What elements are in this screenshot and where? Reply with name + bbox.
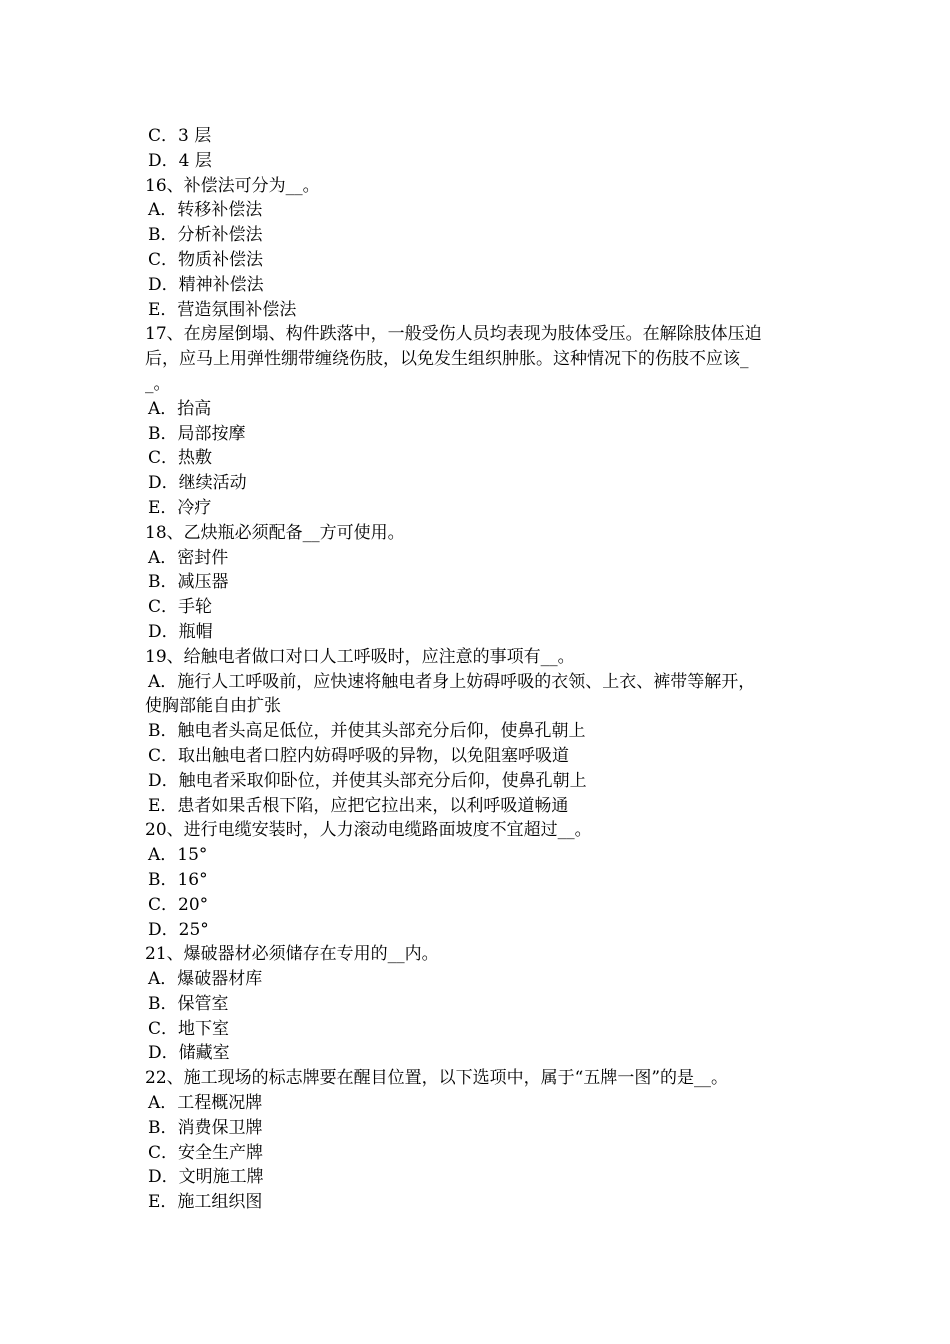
option-line: C．20° — [148, 894, 209, 915]
option-line: E．冷疗 — [148, 497, 212, 518]
question-line: 19、给触电者做口对口人工呼吸时，应注意的事项有__。 — [145, 646, 575, 667]
question-line: 18、乙炔瓶必须配备__方可使用。 — [145, 522, 405, 543]
option-line: A．施行人工呼吸前，应快速将触电者身上妨碍呼吸的衣领、上衣、裤带等解开， — [148, 671, 756, 692]
option-line: A．工程概况牌 — [148, 1093, 263, 1114]
option-line: C．热敷 — [148, 448, 213, 469]
question-line: _。 — [145, 373, 171, 394]
option-line: B．消费保卫牌 — [148, 1117, 263, 1138]
option-line: B．触电者头高足低位，并使其头部充分后仰，使鼻孔朝上 — [148, 721, 586, 742]
option-line: A．转移补偿法 — [148, 200, 263, 221]
option-line: C．安全生产牌 — [148, 1142, 264, 1163]
option-line: D．触电者采取仰卧位，并使其头部充分后仰，使鼻孔朝上 — [148, 770, 587, 791]
option-line: E．患者如果舌根下陷，应把它拉出来，以利呼吸道畅通 — [148, 795, 569, 816]
option-line: D．25° — [148, 919, 209, 940]
option-line: A．密封件 — [148, 547, 229, 568]
option-line: C．手轮 — [148, 597, 213, 618]
question-line: 20、进行电缆安装时，人力滚动电缆路面坡度不宜超过__。 — [145, 820, 592, 841]
option-line: A．15° — [148, 845, 208, 866]
option-line: D．瓶帽 — [148, 621, 213, 642]
option-line: E．施工组织图 — [148, 1192, 263, 1213]
option-line: C．地下室 — [148, 1018, 230, 1039]
option-line: C．取出触电者口腔内妨碍呼吸的异物，以免阻塞呼吸道 — [148, 745, 570, 766]
question-line: 后，应马上用弹性绷带缠绕伤肢，以免发生组织肿胀。这种情况下的伤肢不应该_ — [145, 349, 749, 370]
option-line: B．分析补偿法 — [148, 225, 263, 246]
question-line: 使胸部能自由扩张 — [145, 696, 281, 717]
question-line: 17、在房屋倒塌、构件跌落中，一般受伤人员均表现为肢体受压。在解除肢体压迫 — [145, 324, 762, 345]
option-line: B．局部按摩 — [148, 423, 246, 444]
option-line: D．储藏室 — [148, 1043, 230, 1064]
option-line: E．营造氛围补偿法 — [148, 299, 297, 320]
option-line: B．16° — [148, 869, 208, 890]
question-line: 21、爆破器材必须储存在专用的__内。 — [145, 944, 439, 965]
question-line: 22、施工现场的标志牌要在醒目位置，以下选项中，属于“五牌一图”的是__。 — [145, 1068, 729, 1089]
option-line: C．物质补偿法 — [148, 249, 264, 270]
option-line: D．4 层 — [148, 150, 212, 171]
option-line: D．精神补偿法 — [148, 274, 264, 295]
document-body — [145, 124, 813, 1215]
question-line: 16、补偿法可分为__。 — [145, 175, 320, 196]
option-line: A．抬高 — [148, 398, 212, 419]
option-line: B．减压器 — [148, 572, 229, 593]
option-line: C．3 层 — [148, 126, 212, 146]
option-line: B．保管室 — [148, 993, 229, 1014]
option-line: D．继续活动 — [148, 473, 247, 494]
option-line: D．文明施工牌 — [148, 1167, 264, 1188]
option-line: A．爆破器材库 — [148, 969, 263, 990]
